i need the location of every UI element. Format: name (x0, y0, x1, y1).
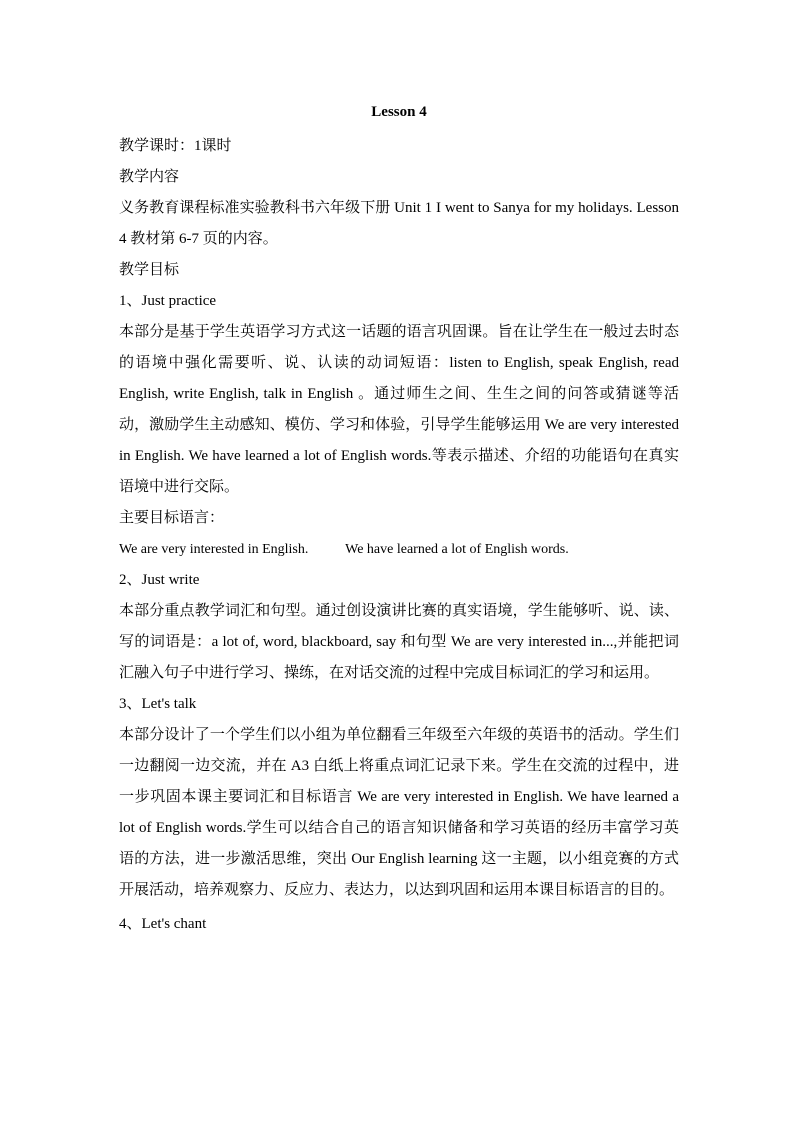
section-heading-just-practice: 1、Just practice (119, 293, 217, 309)
target-language-heading: 主要目标语言： (119, 510, 225, 526)
content-text: 义务教育课程标准实验教科书六年级下册 Unit 1 I went to Sanya for my holidays. Lesson 4 教材第 6-7 页的内容。 (119, 200, 679, 247)
lesson-hours: 教学课时：1课时 (119, 138, 232, 154)
content-heading: 教学内容 (119, 169, 180, 185)
section-heading-lets-talk: 3、Let's talk (119, 696, 197, 712)
section-text-just-practice: 本部分是基于学生英语学习方式这一话题的语言巩固课。旨在让学生在一般过去时态的语境中强化需要听、说、认读的动词短语：listen to English, speak English, read English, write English, talk in English 。通过师生之间、生生之间的问答或猜谜等活动，激励学生主动感知、模仿、学习和体验，引导学生能够运用 We are very interested in English. We have learned a lot of English words.等表示描述、介绍的功能语句在真实语境中进行交际。 (119, 324, 679, 495)
section-text-lets-talk: 本部分设计了一个学生们以小组为单位翻看三年级至六年级的英语书的活动。学生们一边翻阅一边交流，并在 A3 白纸上将重点词汇记录下来。学生在交流的过程中，进一步巩固本课主要词汇和目标语言 We are very interested in English. We have learned a lot of English words.学生可以结合自己的语言知识储备和学习英语的经历丰富学习英语的方法，进一步激活思维，突出 Our English learning 这一主题，以小组竞赛的方式开展活动，培养观察力、反应力、表达力，以达到巩固和运用本课目标语言的目的。 (119, 727, 679, 898)
section-text-just-write: 本部分重点教学词汇和句型。通过创设演讲比赛的真实语境，学生能够听、说、读、写的词语是：a lot of, word, blackboard, say 和句型 We are very interested in...,并能把词汇融入句子中进行学习、操练，在对话交流的过程中完成目标词汇的学习和运用。 (119, 603, 679, 681)
section-heading-lets-chant: 4、Let's chant (119, 916, 207, 932)
target-language-1: We are very interested in English. (119, 542, 309, 557)
target-language-2: We have learned a lot of English words. (345, 542, 569, 557)
objectives-heading: 教学目标 (119, 262, 180, 278)
document-content (119, 100, 679, 940)
section-heading-just-write: 2、Just write (119, 572, 200, 588)
target-language-line (119, 534, 679, 565)
page-title: Lesson 4 (371, 104, 427, 120)
